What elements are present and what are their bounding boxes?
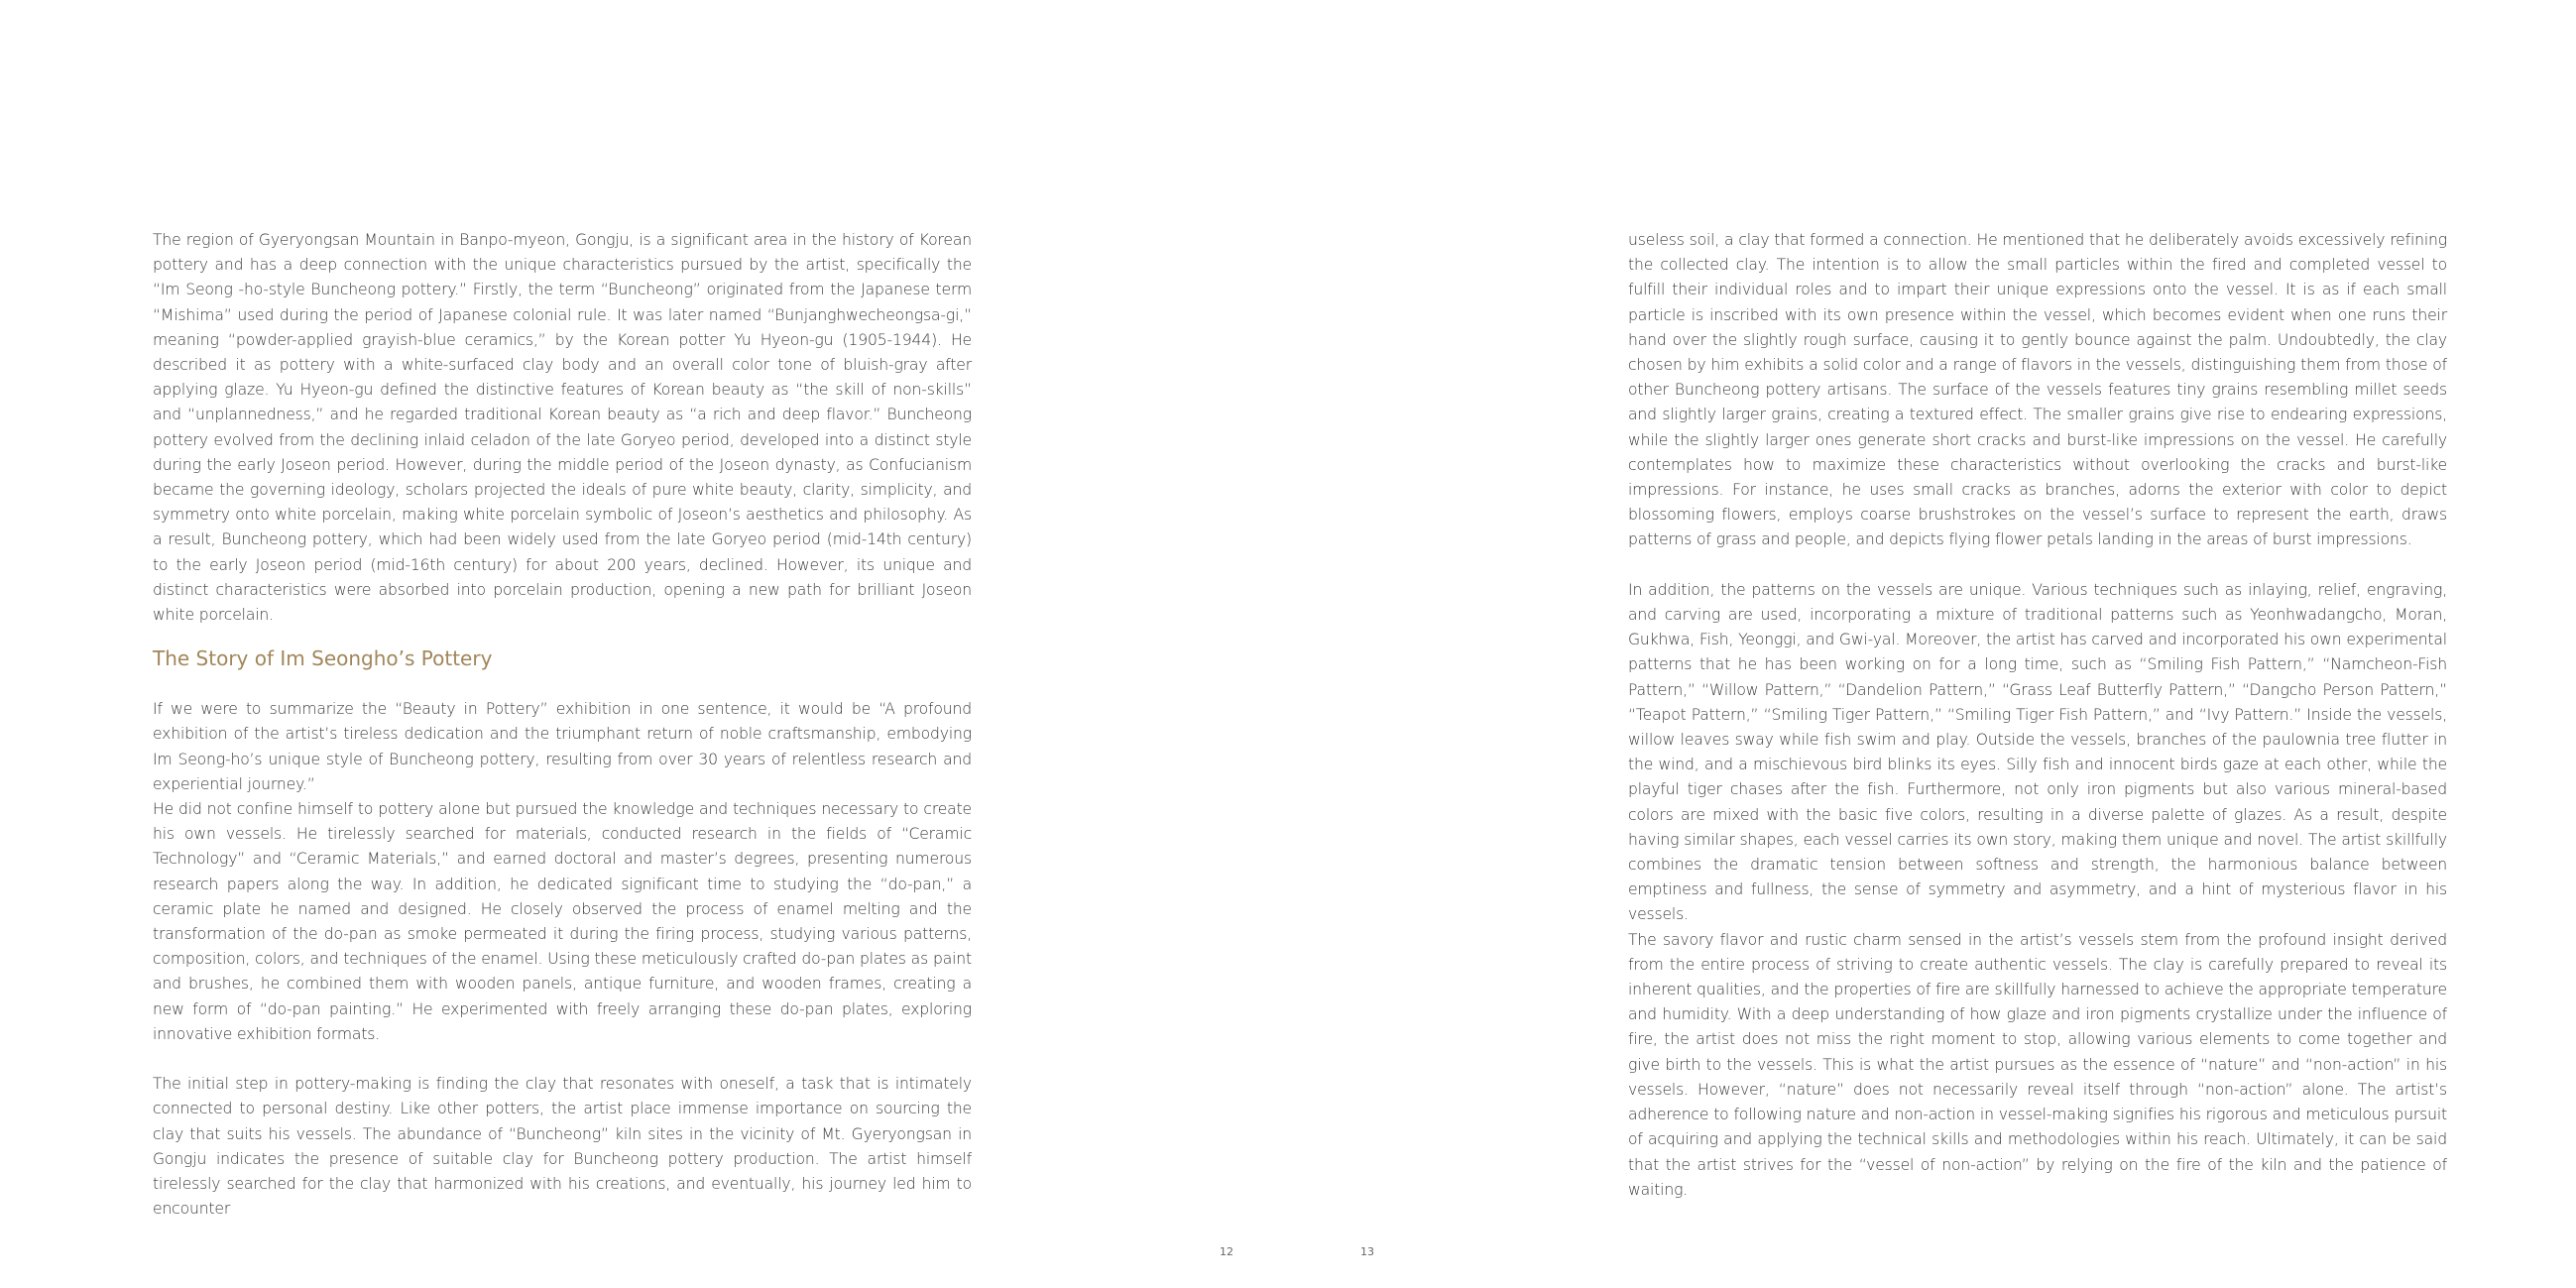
paragraph-gap (153, 1047, 972, 1072)
right-page-column (1628, 228, 2447, 1203)
page-number-right: 13 (1360, 1245, 1374, 1258)
paragraph-gap (1628, 553, 2447, 578)
left-page-column (153, 228, 972, 1223)
section-heading: The Story of Im Seongho’s Pottery (153, 646, 493, 671)
right-paragraph-2: In addition, the patterns on the vessels are unique. Various techniques such as inlaying, relief, engraving, and carving are used, incorporating a mixture of traditional patterns such as Yeonhwadangcho, Moran, Gukhwa, Fish, Yeonggi, and Gwi-yal. Moreover, the artist has carved and incorporated his own experimental patterns that he has been working on for a long time, such as “Smiling Fish Pattern,” “Namcheon-Fish Pattern,” “Willow Pattern,” “Dandelion Pattern,” “Grass Leaf Butterfly Pattern,” “Dangcho Person Pattern,” “Teapot Pattern,” “Smiling Tiger Pattern,” “Smiling Tiger Fish Pattern,” and “Ivy Pattern.” Inside the vessels, willow leaves sway while fish swim and play. Outside the vessels, branches of the paulownia tree flutter in the wind, and a mischievous bird blinks its eyes. Silly fish and innocent birds gaze at each other, while the playful tiger chases after the fish. Furthermore, not only iron pigments but also various mineral-based colors are mixed with the basic five colors, resulting in a diverse palette of glazes. As a result, despite having similar shapes, each vessel carries its own story, making them unique and novel. The artist skillfully combines the dramatic tension between softness and strength, the harmonious balance between emptiness and fullness, the sense of symmetry and asymmetry, and a hint of mysterious flavor in his vessels. (1628, 580, 2447, 924)
intro-paragraph: The region of Gyeryongsan Mountain in Banpo-myeon, Gongju, is a significant area in the history of Korean pottery and has a deep connection with the unique characteristics pursued by the artist, specifically the “Im Seong -ho-style Buncheong pottery.” Firstly, the term “Buncheong” originated from the Japanese term “Mishima” used during the period of Japanese colonial rule. It was later named “Bunjanghwecheongsa-gi,” meaning “powder-applied grayish-blue ceramics,” by the Korean potter Yu Hyeon-gu (1905-1944). He described it as pottery with a white-surfaced clay body and an overall color tone of bluish-gray after applying glaze. Yu Hyeon-gu defined the distinctive features of Korean beauty as “the skill of non-skills” and “unplannedness,” and he regarded traditional Korean beauty as “a rich and deep flavor.” Buncheong pottery evolved from the declining inlaid celadon of the late Goryeo period, developed into a distinct style during the early Joseon period. However, during the middle period of the Joseon dynasty, as Confucianism became the governing ideology, scholars projected the ideals of pure white beauty, clarity, simplicity, and symmetry onto white porcelain, making white porcelain symbolic of Joseon’s aesthetics and philosophy. As a result, Buncheong pottery, which had been widely used from the late Goryeo period (mid-14th century) to the early Joseon period (mid-16th century) for about 200 years, declined. However, its unique and distinct characteristics were absorbed into porcelain production, opening a new path for brilliant Joseon white porcelain. (153, 231, 972, 625)
left-paragraph-3: The initial step in pottery-making is finding the clay that resonates with oneself, a task that is intimately connected to personal destiny. Like other potters, the artist place immense importance on sourcing the clay that suits his vessels. The abundance of “Buncheong” kiln sites in the vicinity of Mt. Gyeryongsan in Gongju indicates the presence of suitable clay for Buncheong pottery production. The artist himself tirelessly searched for the clay that harmonized with his creations, and eventually, his journey led him to encounter (153, 1075, 972, 1219)
left-paragraph-2: He did not confine himself to pottery alone but pursued the knowledge and techniques necessary to create his own vessels. He tirelessly searched for materials, conducted research in the fields of “Ceramic Technology” and “Ceramic Materials,” and earned doctoral and master’s degrees, presenting numerous research papers along the way. In addition, he dedicated significant time to studying the “do-pan,” a ceramic plate he named and designed. He closely observed the process of enamel melting and the transformation of the do-pan as smoke permeated it during the firing process, studying various patterns, composition, colors, and techniques of the enamel. Using these meticulously crafted do-pan plates as paint and brushes, he combined them with wooden panels, antique furniture, and wooden frames, creating a new form of “do-pan painting.” He experimented with freely arranging these do-pan plates, exploring innovative exhibition formats. (153, 800, 972, 1043)
left-paragraph-1: If we were to summarize the “Beauty in Pottery” exhibition in one sentence, it would be “A profound exhibition of the artist’s tireless dedication and the triumphant return of noble craftsmanship, embodying Im Seong-ho’s unique style of Buncheong pottery, resulting from over 30 years of relentless research and experiential journey.” (153, 700, 972, 793)
page-number-left: 12 (1220, 1245, 1233, 1258)
right-paragraph-1: useless soil, a clay that formed a connection. He mentioned that he deliberately avoids excessively refining the collected clay. The intention is to allow the small particles within the fired and completed vessel to fulfill their individual roles and to impart their unique expressions onto the vessel. It is as if each small particle is inscribed with its own presence within the vessel, which becomes evident when one runs their hand over the slightly rough surface, causing it to gently bounce against the palm. Undoubtedly, the clay chosen by him exhibits a solid color and a range of flavors in the vessels, distinguishing them from those of other Buncheong pottery artisans. The surface of the vessels features tiny grains resembling millet seeds and slightly larger grains, creating a textured effect. The smaller grains give rise to endearing expressions, while the slightly larger ones generate short cracks and burst-like impressions on the vessel. He carefully contemplates how to maximize these characteristics without overlooking the cracks and burst-like impressions. For instance, he uses small cracks as branches, adorns the exterior with color to depict blossoming flowers, employs coarse brushstrokes on the vessel’s surface to represent the earth, draws patterns of grass and people, and depicts flying flower petals landing in the areas of burst impressions. (1628, 231, 2447, 549)
right-paragraph-3: The savory flavor and rustic charm sensed in the artist’s vessels stem from the profound insight derived from the entire process of striving to create authentic vessels. The clay is carefully prepared to reveal its inherent qualities, and the properties of fire are skillfully harnessed to achieve the appropriate temperature and humidity. With a deep understanding of how glaze and iron pigments crystallize under the influence of fire, the artist does not miss the right moment to stop, allowing various elements to come together and give birth to the vessels. This is what the artist pursues as the essence of “nature” and “non-action” in his vessels. However, “nature” does not necessarily reveal itself through “non-action” alone. The artist’s adherence to following nature and non-action in vessel-making signifies his rigorous and meticulous pursuit of acquiring and applying the technical skills and methodologies within his reach. Ultimately, it can be said that the artist strives for the “vessel of non-action” by relying on the fire of the kiln and the patience of waiting. (1628, 930, 2447, 1199)
